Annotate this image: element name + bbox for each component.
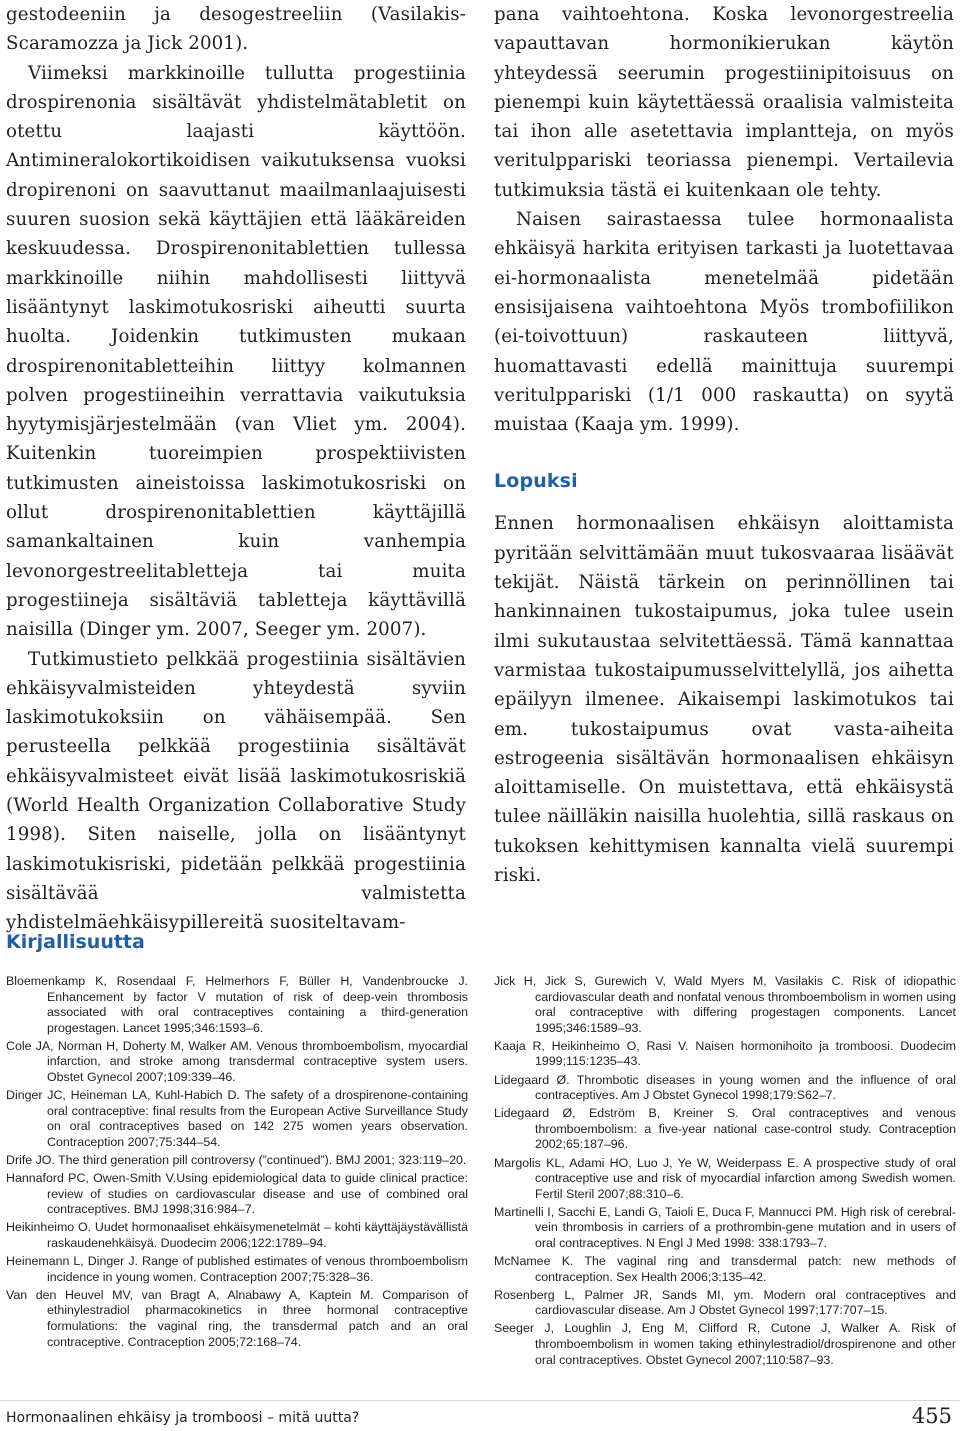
reference-item: Hannaford PC, Owen-Smith V.Using epidemiological data to guide clinical practice: review of studies on cardiovascular disease and use of combined oral contraceptives. BMJ 1998;316:984–7.	[6, 1171, 468, 1217]
footer-divider	[0, 1400, 960, 1401]
reference-item: Lidegaard Ø. Thrombotic diseases in young women and the influence of oral contraceptives. Am J Obstet Gynecol 1998;179:S62–7.	[494, 1072, 956, 1103]
reference-item: Heikinheimo O. Uudet hormonaaliset ehkäisymenetelmät – kohti käyttäjäystävällistä raskaudenehkäisyä. Duodecim 2006;122:1789–94.	[6, 1220, 468, 1250]
footer-title: Hormonaalinen ehkäisy ja tromboosi – mitä uutta?	[6, 1410, 360, 1426]
reference-item: Martinelli I, Sacchi E, Landi G, Taioli E, Duca F, Mannucci PM. High risk of cerebral-vein thrombosis in carriers of a prothrombin-gene mutation and in users of oral contraceptives. N Engl J Med 1998: 338:1793–7.	[494, 1204, 956, 1250]
references-heading: Kirjallisuutta	[6, 931, 145, 953]
section-heading-lopuksi: Lopuksi	[494, 470, 578, 493]
reference-item: Drife JO. The third generation pill controversy (”continued”). BMJ 2001; 323:119–20.	[6, 1153, 467, 1168]
reference-item: Rosenberg L, Palmer JR, Sands MI, ym. Modern oral contraceptives and cardiovascular disease. Am J Obstet Gynecol 1997;177:707–15.	[494, 1287, 956, 1318]
reference-item: Bloemenkamp K, Rosendaal F, Helmerhors F, Büller H, Vandenbroucke J. Enhancement by factor V mutation of risk of deep-vein thrombosis associated with oral contraceptives containing a third-generation progestagen. Lancet 1995;346:1593–6.	[6, 974, 468, 1035]
references-right-column	[494, 974, 956, 1371]
reference-item: Dinger JC, Heineman LA, Kuhl-Habich D. The safety of a drospirenone-containing oral contraceptive: final results from the European Active Surveillance Study on oral contraceptives based on 142 275 women years observation. Contraception 2007;75:344–54.	[6, 1088, 468, 1149]
right-body-column	[494, 0, 954, 890]
body-paragraph: Naisen sairastaessa tulee hormonaalista ehkäisyä harkita erityisen tarkasti ja luotettavaa ei-hormonaalista menetelmää pidetään ensisijaisena vaihtoehtona Myös trombofiilikon (ei-toivottuun) raskauteen liittyvä, huomattavasti edellä mainittuja suurempi veritulppariski (1/1 000 raskautta) on syytä muistaa (Kaaja ym. 1999).	[494, 209, 954, 436]
reference-item: McNamee K. The vaginal ring and transdermal patch: new methods of contraception. Sex Health 2006;3:135–42.	[494, 1254, 956, 1284]
reference-item: Kaaja R, Heikinheimo O, Rasi V. Naisen hormonihoito ja tromboosi. Duodecim 1999;115:1235–43.	[494, 1038, 956, 1069]
reference-item: Lidegaard Ø, Edström B, Kreiner S. Oral contraceptives and venous thromboembolism: a five-year national case-control study. Contraception 2002;65:187–96.	[494, 1106, 956, 1152]
body-paragraph: Ennen hormonaalisen ehkäisyn aloittamista pyritään selvittämään muut tukosvaaraa lisäävät tekijät. Näistä tärkein on perinnöllinen tai hankinnainen tukostaipumus, joka tulee usein ilmi sukutaustaa selvitettäessä. Tämä kannattaa varmistaa tukostaipumusselvittelyllä, jos aihetta epäilyyn ilmenee. Aikaisempi laskimotukos tai em. tukostaipumus ovat vasta-aiheita estrogeenia sisältävän hormonaalisen ehkäisyn aloittamiselle. On muistettava, että ehkäisystä tulee näilläkin naisilla huolehtia, sillä raskaus on tukoksen kehittymisen kannalta vielä suurempi riski.	[494, 513, 954, 887]
reference-item: Margolis KL, Adami HO, Luo J, Ye W, Weiderpass E. A prospective study of oral contraceptive use and risk of myocardial infarction among Swedish women. Fertil Steril 2007;88:310–6.	[494, 1155, 956, 1201]
body-paragraph: Tutkimustieto pelkkää progestiinia sisältävien ehkäisyvalmisteiden yhteydestä syviin laskimotukoksiin on vähäisempää. Sen perusteella pelkkää progestiinia sisältävät ehkäisyvalmisteet eivät lisää laskimotukosriskiä (World Health Organization Collaborative Study 1998). Siten naiselle, jolla on lisääntynyt laskimotukisriski, pidetään pelkkää progestiinia sisältävää valmistetta yhdistelmäehkäisypillereitä suositeltavam-	[6, 648, 466, 934]
reference-item: Cole JA, Norman H, Doherty M, Walker AM. Venous thromboembolism, myocardial infarction, and stroke among transdermal contraceptive system users. Obstet Gynecol 2007;109:339–46.	[6, 1038, 468, 1085]
references-left-column	[6, 974, 468, 1353]
body-paragraph: Viimeksi markkinoille tullutta progestiinia drospirenonia sisältävät yhdistelmätabletit on otettu laajasti käyttöön. Antimineralokortikoidisen vaikutuksensa vuoksi dropirenoni on saavuttanut maailmanlaajuisesti suuren suosion sekä käyttäjien että lääkäreiden keskuudessa. Drospirenonitablettien tullessa markkinoille niihin mahdollisesti liittyvä lisääntynyt laskimotukosriski aiheutti suurta huolta. Joidenkin tutkimusten mukaan drospirenonitabletteihin liittyy kolmannen polven progestiineihin verrattavia vaikutuksia hyytymisjärjestelmään (van Vliet ym. 2004). Kuitenkin tuoreimpien prospektiivisten tutkimusten aineistoissa laskimotukosriski on ollut drospirenonitablettien käyttäjillä samankaltainen kuin vanhempia levonorgestreelitabletteja tai muita progestiineja sisältäviä tabletteja käyttävillä naisilla (Dinger ym. 2007, Seeger ym. 2007).	[6, 62, 466, 641]
page-number: 455	[911, 1404, 952, 1428]
reference-item: Van den Heuvel MV, van Bragt A, Alnabawy A, Kaptein M. Comparison of ethinylestradiol pharmacokinetics in three hormonal contraceptive formulations: the vaginal ring, the transdermal patch and an oral contraceptive. Contraception 2005;72:168–74.	[6, 1287, 468, 1349]
reference-item: Seeger J, Loughlin J, Eng M, Clifford R, Cutone J, Walker A. Risk of thromboembolism in women taking ethinylestradiol/drospirenone and other oral contraceptives. Obstet Gynecol 2007;110:587–93.	[494, 1321, 956, 1367]
body-paragraph: pana vaihtoehtona. Koska levonorgestreelia vapauttavan hormonikierukan käytön yhteydessä seerumin progestiinipitoisuus on pienempi kuin käytettäessä oraalisia valmisteita tai ihon alle asetettavia implantteja, on myös veritulppariski teoriassa pienempi. Vertailevia tutkimuksia tästä ei kuitenkaan ole tehty.	[494, 4, 954, 201]
reference-item: Jick H, Jick S, Gurewich V, Wald Myers M, Vasilakis C. Risk of idiopathic cardiovascular death and nonfatal venous thromboembolism in women using oral contraceptive with differing progestagen components. Lancet 1995;346:1589–93.	[494, 974, 956, 1035]
body-paragraph: gestodeeniin ja desogestreeliin (Vasilakis-Scaramozza ja Jick 2001).	[6, 4, 466, 55]
left-body-column	[6, 0, 466, 938]
reference-item: Heinemann L, Dinger J. Range of published estimates of venous thromboembolism incidence in young women. Contraception 2007;75:328–36.	[6, 1254, 468, 1284]
